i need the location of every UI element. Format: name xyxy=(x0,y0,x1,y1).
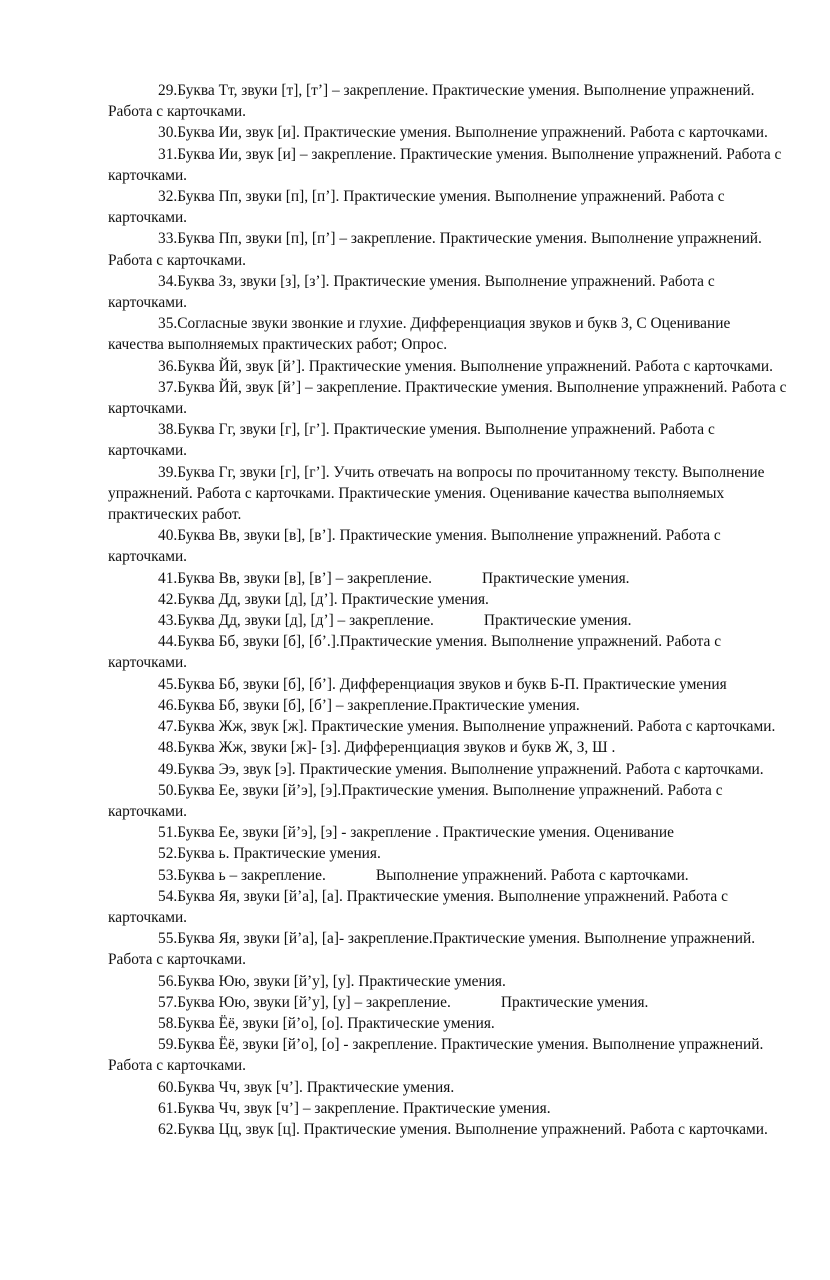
lesson-item xyxy=(108,610,788,631)
lesson-item-text: 50.Буква Ее, звуки [й’э], [э].Практические умения. Выполнение упражнений. Работа с карточками. xyxy=(108,781,723,820)
lesson-item-text: 62.Буква Цц, звук [ц]. Практические умения. Выполнение упражнений. Работа с карточками. xyxy=(158,1120,768,1138)
lesson-item-text: 34.Буква Зз, звуки [з], [з’]. Практические умения. Выполнение упражнений. Работа с карточками. xyxy=(108,272,715,312)
lesson-item xyxy=(108,1034,788,1076)
lesson-item-text: 43.Буква Дд, звуки [д], [д’] – закрепление. xyxy=(158,612,434,630)
lesson-item-text: 39.Буква Гг, звуки [г], [г’]. Учить отвечать на вопросы по прочитанному тексту. Выполнение упражнений. Работа с карточками. Практические умения. Оценивание качества выполняемых практических работ. xyxy=(108,463,765,524)
lesson-item-text: 55.Буква Яя, звуки [й’а], [а]- закрепление.Практические умения. Выполнение упражнений. Работа с карточками. xyxy=(108,930,756,969)
lesson-item xyxy=(108,271,788,313)
lesson-item-text: 35.Согласные звуки звонкие и глухие. Дифференциация звуков и букв З, С Оценивание качества выполняемых практических работ; Опрос. xyxy=(108,315,731,354)
lesson-item xyxy=(108,865,788,886)
lesson-item xyxy=(108,886,788,928)
lesson-item-text: 44.Буква Бб, звуки [б], [б’.].Практические умения. Выполнение упражнений. Работа с карточками. xyxy=(108,633,722,672)
lesson-item-tail: Практические умения. xyxy=(483,612,632,630)
lesson-item-text: 41.Буква Вв, звуки [в], [в’] – закрепление. xyxy=(158,569,432,587)
lesson-item-text: 30.Буква Ии, звук [и]. Практические умения. Выполнение упражнений. Работа с карточками. xyxy=(158,124,768,142)
lesson-item-text: 54.Буква Яя, звуки [й’а], [а]. Практические умения. Выполнение упражнений. Работа с карточками. xyxy=(108,887,728,926)
lesson-item-text: 61.Буква Чч, звук [ч’] – закрепление. Практические умения. xyxy=(158,1099,551,1117)
lesson-item-text: 32.Буква Пп, звуки [п], [п’]. Практические умения. Выполнение упражнений. Работа с карточками. xyxy=(108,188,725,227)
lesson-item xyxy=(108,80,788,122)
lesson-item-text: 56.Буква Юю, звуки [й’у], [у]. Практические умения. xyxy=(158,972,506,990)
lesson-item-text: 40.Буква Вв, звуки [в], [в’]. Практические умения. Выполнение упражнений. Работа с карточками. xyxy=(108,527,721,566)
lesson-item-tail: Практические умения. xyxy=(481,569,630,587)
lesson-item-text: 38.Буква Гг, звуки [г], [г’]. Практические умения. Выполнение упражнений. Работа с карточками. xyxy=(108,421,715,460)
lesson-item xyxy=(108,695,788,716)
lesson-item-text: 60.Буква Чч, звук [ч’]. Практические умения. xyxy=(158,1078,455,1096)
lesson-item-text: 36.Буква Йй, звук [й’]. Практические умения. Выполнение упражнений. Работа с карточками. xyxy=(158,357,773,375)
lesson-item xyxy=(108,144,788,186)
lesson-item-text: 49.Буква Ээ, звук [э]. Практические умения. Выполнение упражнений. Работа с карточками. xyxy=(158,760,764,778)
lesson-item xyxy=(108,780,788,822)
lesson-item-tail: Выполнение упражнений. Работа с карточками. xyxy=(375,866,689,884)
lesson-item-text: 58.Буква Ёё, звуки [й’о], [о]. Практические умения. xyxy=(158,1014,495,1032)
lesson-item xyxy=(108,525,788,567)
lesson-item-text: 46.Буква Бб, звуки [б], [б’] – закрепление.Практические умения. xyxy=(158,696,580,714)
lesson-item-text: 51.Буква Ее, звуки [й’э], [э] - закрепление . Практические умения. Оценивание xyxy=(158,824,674,842)
lesson-item xyxy=(108,971,788,992)
lesson-item-text: 29.Буква Тт, звуки [т], [т’] – закрепление. Практические умения. Выполнение упражнений. Работа с карточками. xyxy=(108,82,755,121)
lesson-item xyxy=(108,356,788,377)
lesson-item xyxy=(108,674,788,695)
lesson-item xyxy=(108,462,788,526)
lesson-item-text: 48.Буква Жж, звуки [ж]- [з]. Дифференциация звуков и букв Ж, З, Ш . xyxy=(158,739,616,757)
lesson-item-text: 45.Буква Бб, звуки [б], [б’]. Дифференциация звуков и букв Б-П. Практические умения xyxy=(158,675,727,693)
lesson-item xyxy=(108,589,788,610)
lesson-list xyxy=(108,80,788,1140)
lesson-item-text: 42.Буква Дд, звуки [д], [д’]. Практические умения. xyxy=(158,590,489,608)
lesson-item xyxy=(108,313,788,355)
lesson-item xyxy=(108,822,788,843)
lesson-item xyxy=(108,1077,788,1098)
lesson-item xyxy=(108,228,788,270)
lesson-item-text: 37.Буква Йй, звук [й’] – закрепление. Практические умения. Выполнение упражнений. Работа с карточками. xyxy=(108,378,787,418)
lesson-item-text: 47.Буква Жж, звук [ж]. Практические умения. Выполнение упражнений. Работа с карточками. xyxy=(158,718,776,736)
lesson-item xyxy=(108,568,788,589)
lesson-item-text: 33.Буква Пп, звуки [п], [п’] – закрепление. Практические умения. Выполнение упражнений. Работа с карточками. xyxy=(108,230,762,269)
lesson-item xyxy=(108,716,788,737)
lesson-item xyxy=(108,186,788,228)
lesson-item xyxy=(108,1119,788,1140)
lesson-item xyxy=(108,992,788,1013)
lesson-item-text: 52.Буква ь. Практические умения. xyxy=(158,845,381,863)
lesson-item xyxy=(108,928,788,970)
lesson-item xyxy=(108,419,788,461)
lesson-item-text: 53.Буква ь – закрепление. xyxy=(158,866,326,884)
lesson-item xyxy=(108,631,788,673)
lesson-item-text: 57.Буква Юю, звуки [й’у], [у] – закрепление. xyxy=(158,993,451,1011)
lesson-item xyxy=(108,737,788,758)
lesson-item xyxy=(108,759,788,780)
lesson-item xyxy=(108,377,788,419)
lesson-item xyxy=(108,843,788,864)
lesson-item-text: 59.Буква Ёё, звуки [й’о], [о] - закрепление. Практические умения. Выполнение упражнений. Работа с карточками. xyxy=(108,1036,764,1075)
lesson-item xyxy=(108,122,788,143)
lesson-item-text: 31.Буква Ии, звук [и] – закрепление. Практические умения. Выполнение упражнений. Работа с карточками. xyxy=(108,145,782,184)
lesson-item xyxy=(108,1098,788,1119)
lesson-item xyxy=(108,1013,788,1034)
lesson-item-tail: Практические умения. xyxy=(500,993,649,1011)
